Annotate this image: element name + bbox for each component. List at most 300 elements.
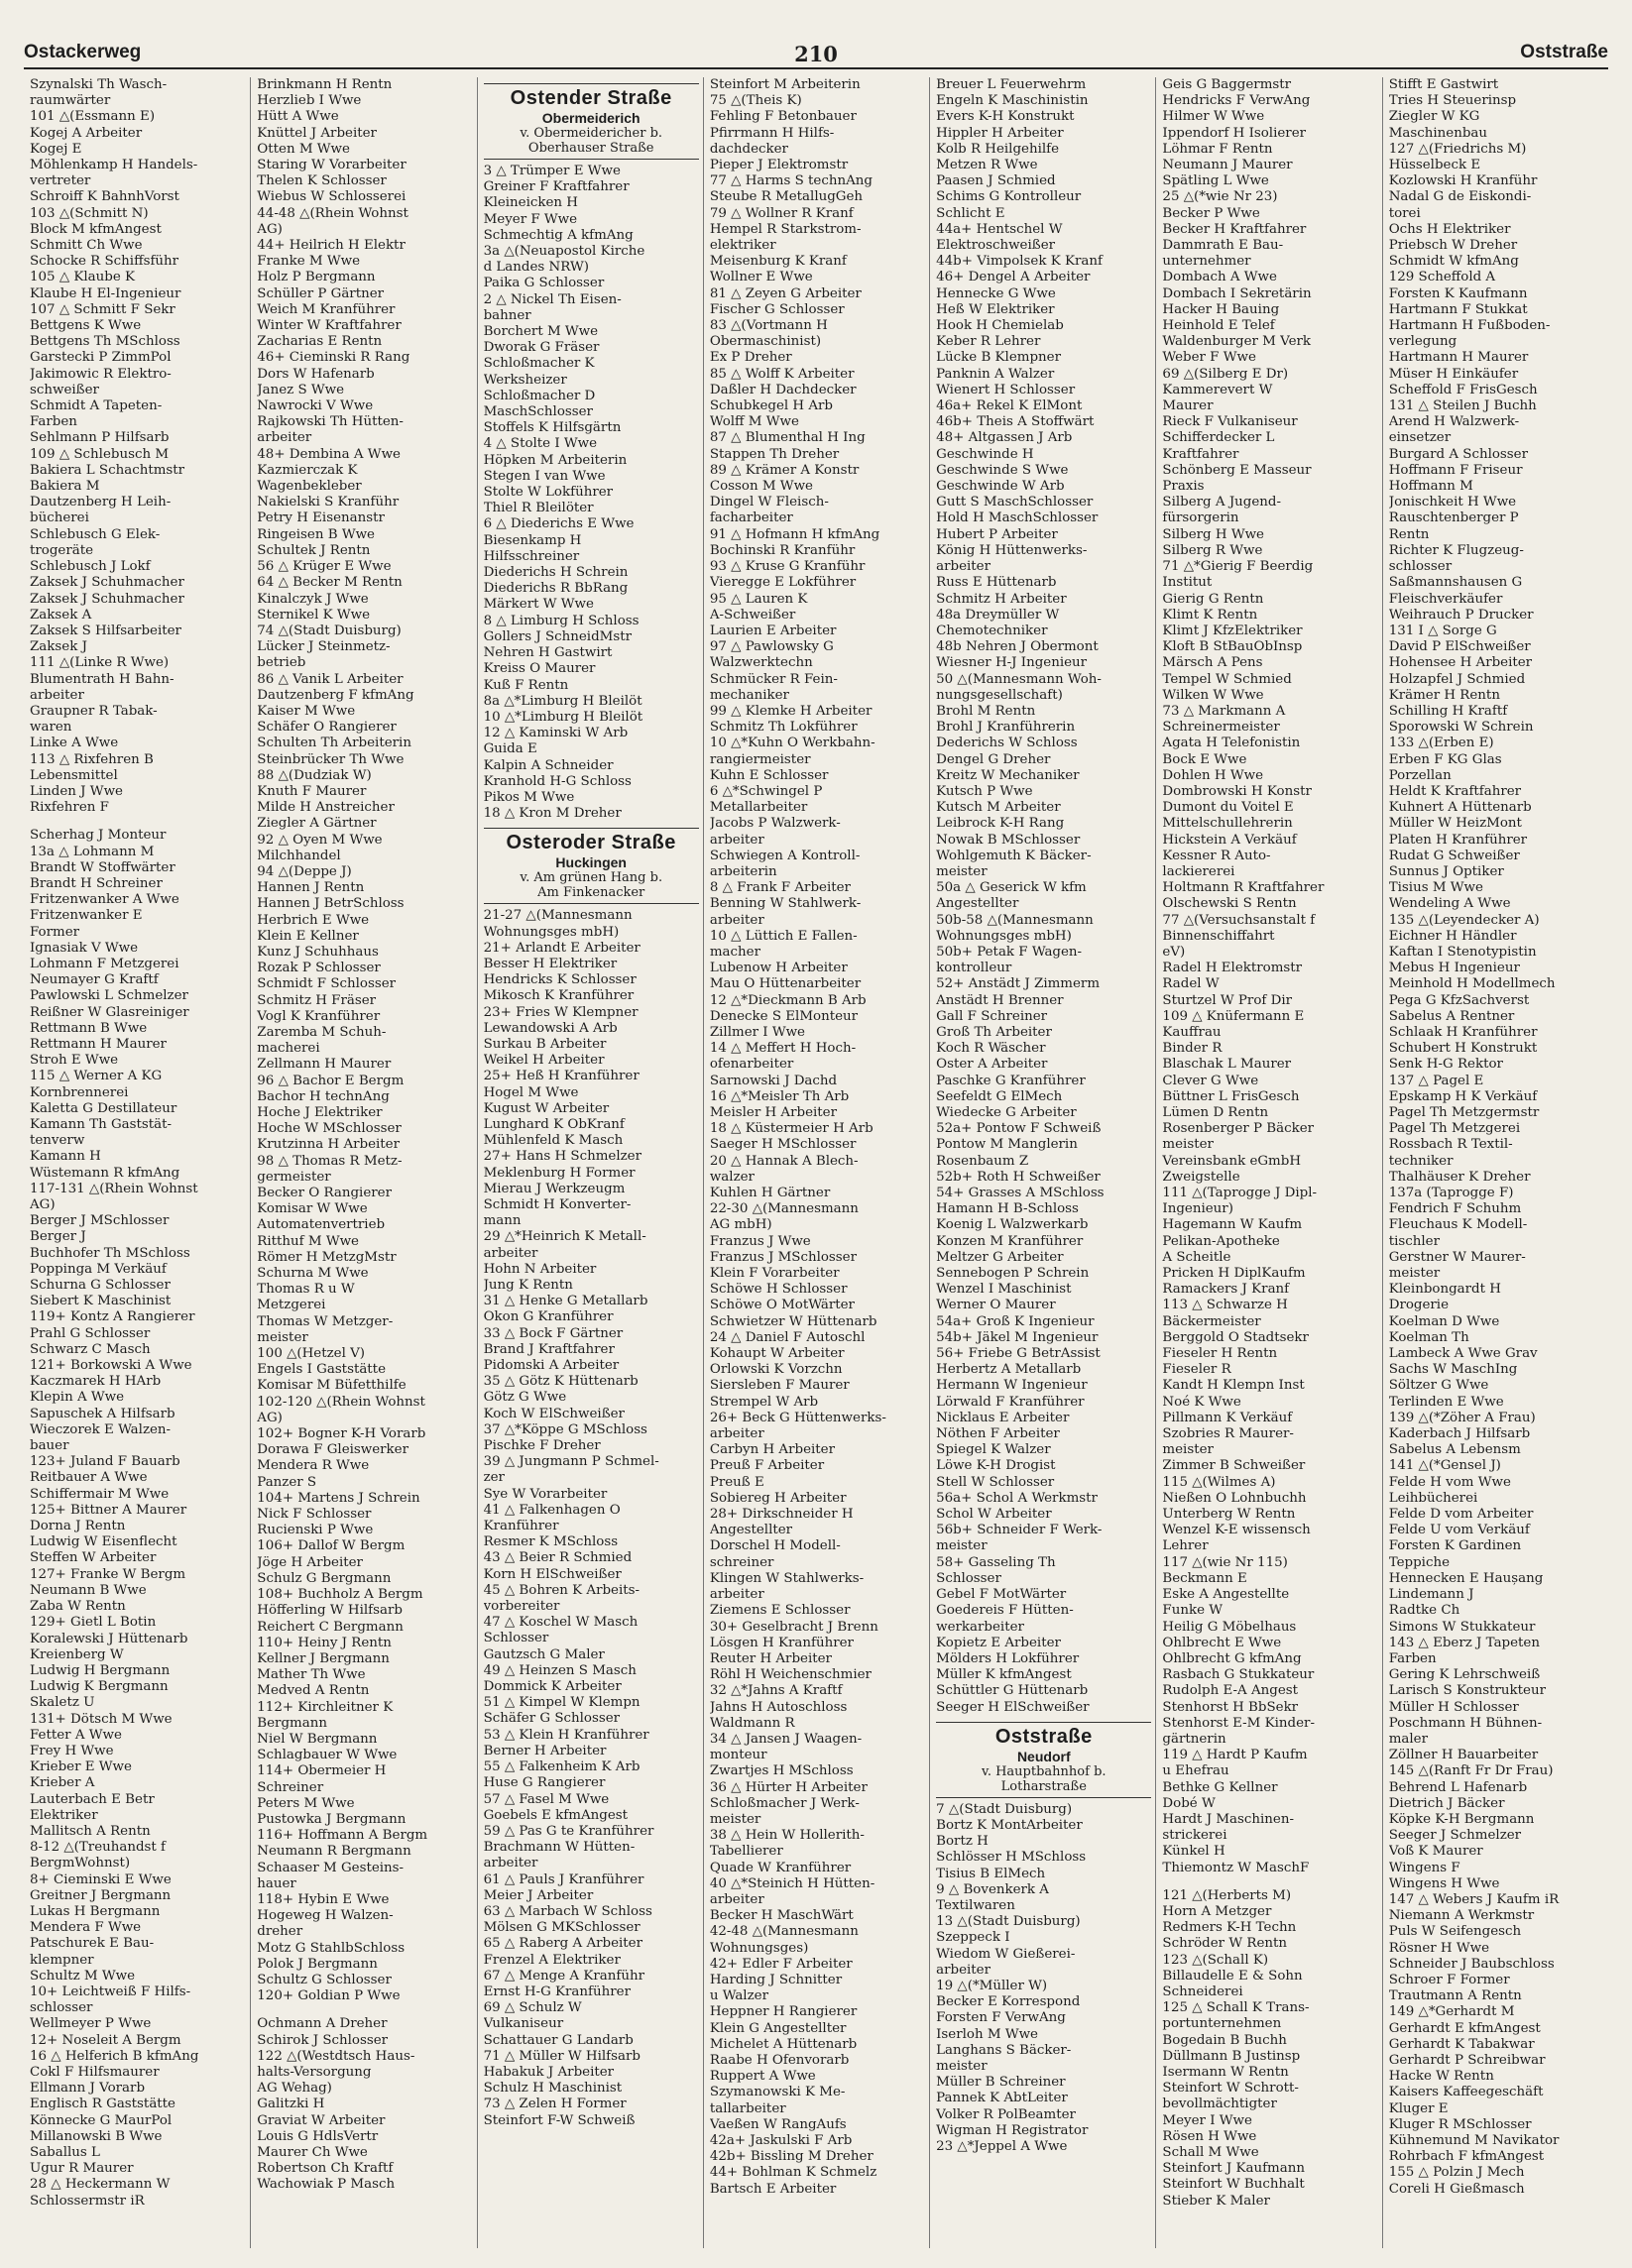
directory-entry: 77 △(Versuchsanstalt f [1162,912,1316,928]
directory-entry: 115 △ Werner A KG [30,1069,163,1084]
directory-entry: 121+ Borkowski A Wwe [30,1358,192,1374]
directory-entry: Milchhandel [257,848,341,863]
directory-entry: 105 △ Klaube K [30,270,136,285]
directory-entry: Tisius B ElMech [936,1866,1046,1881]
directory-entry: Schilling H Kraftf [1388,703,1508,719]
directory-entry: Löwe K-H Drogist [936,1458,1056,1474]
directory-entry: AG) [257,1410,283,1425]
directory-columns [24,77,1608,2248]
directory-entry: Priebsch W Dreher [1388,238,1518,254]
directory-entry: Fetter A Wwe [30,1727,122,1743]
directory-entry: Meisler H Arbeiter [709,1105,837,1120]
directory-entry: Daßler H Dachdecker [709,382,857,397]
directory-entry: Seeger J Schmelzer [1388,1828,1522,1844]
directory-entry: Müller W HeizMont [1388,816,1522,832]
directory-entry: Thelen K Schlosser [257,173,387,189]
directory-entry: Trautmann A Rentn [1388,1988,1522,2004]
directory-entry: arbeiter [709,1426,764,1442]
directory-entry: Galitzki H [257,2097,325,2112]
directory-entry: Stell W Schlosser [936,1474,1055,1490]
directory-entry: Weihrauch P Drucker [1388,607,1534,623]
directory-entry: Oster A Arbeiter [936,1057,1048,1073]
directory-entry: 41 △ Falkenhagen O [483,1502,621,1518]
directory-entry: Brohl M Rentn [936,703,1036,719]
directory-entry: Löhmar F Rentn [1162,141,1273,157]
directory-entry: Leibrock K-H Rang [936,816,1065,832]
directory-entry: Jöge H Arbeiter [257,1554,363,1570]
directory-entry: 83 △(Vortmann H [709,318,828,334]
directory-entry: Köpke K-H Bergmann [1388,1811,1535,1827]
directory-entry: 119 △ Hardt P Kaufm [1162,1748,1308,1763]
directory-entry: Hacker H Bauing [1162,301,1280,317]
directory-entry: Elektriker [30,1807,98,1823]
directory-entry: 10 △ Lüttich E Fallen- [709,928,858,944]
directory-entry: bevollmächtigter [1162,2097,1277,2112]
directory-entry: Graviat W Arbeiter [257,2112,386,2128]
directory-entry: Dombach A Wwe [1162,270,1277,285]
directory-entry: Sachs W MaschIng [1388,1362,1518,1378]
directory-entry: Noé K Wwe [1162,1394,1241,1410]
directory-entry: 8a △*Limburg H Bleilöt [483,693,642,709]
directory-entry: Platen H Kranführer [1388,832,1528,848]
directory-entry: Schultek J Rentn [257,542,371,558]
directory-entry: Praxis [1162,479,1205,495]
directory-entry: Rudolph E-A Angest [1162,1683,1299,1699]
directory-entry: Schlaak H Kranführer [1388,1024,1538,1040]
directory-entry: Schloßmacher K [483,356,595,372]
directory-entry: 51 △ Kimpel W Klempn [483,1695,641,1711]
directory-entry: Dworak G Fräser [483,340,600,356]
directory-entry: Englisch R Gaststätte [30,2097,175,2112]
directory-entry: arbeiter [936,559,991,575]
directory-entry: 135 △(Leyendecker A) [1388,912,1540,928]
directory-entry: Wenzel I Maschinist [936,1282,1072,1298]
directory-entry: Vogl K Kranführer [257,1008,381,1024]
directory-entry: Dautzenberg F kfmAng [257,687,414,703]
page-header [24,42,1608,69]
directory-entry: Bettgens Th MSchloss [30,334,180,350]
directory-entry: Drogerie [1388,1298,1450,1313]
directory-entry: Dobé W [1162,1795,1216,1811]
directory-entry: Sarnowski J Dachd [709,1073,838,1088]
directory-entry: 113 △ Rixfehren B [30,751,154,767]
directory-entry: tenverw [30,1133,85,1149]
directory-entry: AG mbH) [709,1217,772,1233]
directory-entry: Schlosser [936,1570,1001,1586]
directory-entry: Müller H Schlosser [1388,1699,1519,1715]
directory-entry: Jacobs P Walzwerk- [709,816,841,832]
directory-entry: Zöllner H Bauarbeiter [1388,1748,1539,1763]
directory-entry: Meklenburg H Former [483,1165,636,1181]
directory-entry: Gall F Schreiner [936,1008,1048,1024]
directory-entry: portunternehmen [1162,2016,1282,2032]
directory-entry: Rentn [1388,526,1430,542]
directory-entry: Schmidt A Tapeten- [30,398,163,414]
directory-entry: eV) [1162,944,1186,960]
directory-entry: Linden J Wwe [30,783,123,799]
directory-entry: Fehling F Betonbauer [709,109,857,125]
directory-entry: Dorawa F Gleiswerker [257,1442,408,1458]
directory-entry: Kühnemund M Navikator [1388,2133,1560,2148]
directory-entry: 23+ Fries W Klempner [483,1004,639,1020]
directory-entry: Dombrowski H Konstr [1162,783,1312,799]
directory-entry: Rohrbach F kfmAngest [1388,2149,1545,2165]
directory-entry: 100 △(Hetzel V) [257,1346,366,1362]
directory-entry: 64 △ Becker M Rentn [257,575,403,591]
directory-entry: Kamann Th Gaststät- [30,1117,173,1132]
directory-entry: 79 △ Wollner R Kranf [709,205,854,221]
directory-entry: Breuer L Feuerwehrm [936,77,1087,92]
directory-entry: Fieseler H Rentn [1162,1346,1278,1362]
directory-entry: Schol W Arbeiter [936,1507,1052,1523]
directory-entry: Greitner J Bergmann [30,1887,172,1903]
directory-entry: Rosenberger P Bäcker [1162,1121,1315,1137]
directory-entry: Schneiderei [1162,1984,1243,1999]
directory-entry: Cokl F Hilfsmaurer [30,2064,160,2080]
directory-entry: Habakuk J Arbeiter [483,2064,615,2080]
directory-entry: werkarbeiter [936,1619,1024,1635]
directory-entry: Rozak P Schlosser [257,961,381,976]
directory-entry: Wohnungsges) [709,1940,809,1956]
directory-entry: Rossbach R Textil- [1388,1137,1513,1153]
directory-entry: Schultz M Wwe [30,1968,136,1984]
directory-entry: Wendeling A Wwe [1388,896,1511,912]
directory-entry: 29 △*Heinrich K Metall- [483,1229,646,1245]
directory-entry: Sabelus A Lebensm [1388,1442,1521,1458]
directory-entry: Okon G Kranführer [483,1309,614,1325]
directory-entry: 106+ Dallof W Bergm [257,1538,406,1554]
directory-entry: Dohlen H Wwe [1162,767,1264,783]
directory-entry: 63 △ Marbach W Schloss [483,1903,652,1919]
directory-entry: Müller B Schreiner [936,2075,1066,2091]
directory-entry: 137a (Taprogge F) [1388,1186,1514,1201]
directory-entry: Seefeldt G ElMech [936,1088,1063,1104]
directory-entry: Buchhofer Th MSchloss [30,1245,190,1261]
directory-entry: betrieb [257,655,306,671]
directory-entry: Stieber K Maler [1162,2193,1270,2209]
directory-entry: Hilmer W Wwe [1162,109,1265,125]
directory-entry: Gebel F MotWärter [936,1587,1067,1603]
directory-entry: 50b+ Petak F Wagen- [936,944,1083,960]
directory-entry: Gerhardt E kfmAngest [1388,2020,1541,2036]
directory-entry: Klimt K Rentn [1162,607,1258,623]
directory-entry: Müller K kfmAngest [936,1667,1072,1683]
directory-entry: Rösen H Wwe [1162,2128,1257,2144]
directory-entry: Former [30,924,80,940]
directory-entry: arbeiter [483,1245,538,1261]
directory-entry: Pischke F Dreher [483,1438,601,1454]
directory-entry: Sapuschek A Hilfsarb [30,1406,175,1421]
directory-entry: 155 △ Polzin J Mech [1388,2165,1525,2181]
directory-entry: Pontow M Manglerin [936,1137,1078,1153]
directory-entry: meister [936,863,988,879]
directory-entry: 69 △ Schulz W [483,2000,582,2016]
directory-entry: AG) [257,221,283,237]
directory-entry: Dammrath E Bau- [1162,238,1284,254]
directory-entry: Franzus J Wwe [709,1233,811,1249]
directory-entry: 37 △*Köppe G MSchloss [483,1421,647,1437]
directory-entry: Müser H Einkäufer [1388,366,1519,382]
directory-entry: 13a △ Lohmann M [30,844,155,859]
directory-entry: Mikosch K Kranführer [483,988,635,1004]
directory-entry: Petry H Eisenanstr [257,510,385,526]
directory-entry: vertreter [30,173,91,189]
directory-entry: Vaeßen W RangAufs [709,2116,847,2132]
directory-entry: Panzer S [257,1474,317,1490]
directory-entry: 19 △(*Müller W) [936,1978,1048,1993]
directory-entry: 12+ Noseleit A Bergm [30,2032,181,2048]
directory-entry: Besser H Elektriker [483,956,618,971]
directory-entry: macherei [257,1041,320,1057]
directory-entry: Hendricks F VerwAng [1162,93,1311,109]
directory-entry: Schubert H Konstrukt [1388,1041,1538,1057]
directory-entry: 2 △ Nickel Th Eisen- [483,291,622,307]
directory-entry: Szeppeck I [936,1930,1010,1946]
directory-entry: Sobiereg H Arbeiter [709,1490,847,1506]
directory-entry: Radel H Elektromstr [1162,961,1303,976]
directory-entry: Waldenburger M Verk [1162,334,1312,350]
directory-entry: Neumann R Bergmann [257,1844,411,1860]
directory-entry: Kuhlen H Gärtner [709,1186,831,1201]
directory-entry: Rucienski P Wwe [257,1523,374,1538]
directory-entry: Pustowka J Bergmann [257,1811,407,1827]
directory-entry: Reißner W Glasreiniger [30,1004,189,1020]
directory-entry: Schocke R Schiffsführ [30,254,179,270]
directory-entry: Ippendorf H Isolierer [1162,125,1307,141]
directory-entry: Schmitz Th Lokführer [709,720,858,736]
directory-entry: Meyer F Wwe [483,211,578,227]
directory-entry: Berger J MSchlosser [30,1213,170,1229]
directory-entry: Felde D vom Arbeiter [1388,1507,1534,1523]
directory-entry: Ziegler W KG [1388,109,1480,125]
directory-entry: 102-120 △(Rhein Wohnst [257,1394,425,1410]
directory-entry: bauer [30,1438,69,1454]
directory-entry: Mallitsch A Rentn [30,1823,151,1839]
directory-entry: Mau O Hüttenarbeiter [709,976,862,992]
directory-entry: 48b Nehren J Obermont [936,639,1099,655]
directory-entry: Niel W Bergmann [257,1731,378,1747]
directory-entry: 129 Scheffold A [1388,270,1496,285]
directory-entry: 112+ Kirchleitner K [257,1699,394,1715]
directory-entry: 119+ Kontz A Rangierer [30,1309,195,1325]
directory-entry: Lohmann F Metzgerei [30,956,179,971]
directory-entry: Wohnungsges mbH) [936,928,1072,944]
directory-entry: Neumann J Maurer [1162,158,1293,173]
directory-entry: 54a+ Groß K Ingenieur [936,1313,1095,1329]
directory-entry: Ritthuf M Wwe [257,1233,359,1249]
directory-entry: 54b+ Jäkel M Ingenieur [936,1329,1099,1345]
directory-entry: Kozlowski H Kranführ [1388,173,1538,189]
directory-entry: Gerhardt K Tabakwar [1388,2036,1535,2052]
directory-entry: Szynalski Th Wasch- [30,77,168,92]
directory-entry: Panknin A Walzer [936,366,1055,382]
directory-entry: Nöthen F Arbeiter [936,1426,1060,1442]
directory-entry: Bochinski R Kranführ [709,542,856,558]
directory-entry: Agata H Telefonistin [1162,736,1301,751]
directory-entry: Hagemann W Kaufm [1162,1217,1303,1233]
directory-entry: Schmitt Ch Wwe [30,238,143,254]
directory-entry: Scherhag J Monteur [30,828,167,844]
directory-entry: Olschewski S Rentn [1162,896,1297,912]
directory-entry: Wilken W Wwe [1162,687,1264,703]
directory-entry: einsetzer [1388,430,1452,446]
directory-entry: Becker O Rangierer [257,1186,392,1201]
directory-entry: Heilig G Möbelhaus [1162,1619,1297,1635]
directory-entry: Schulten Th Arbeiterin [257,736,411,751]
directory-entry: Becker H MaschWärt [709,1908,854,1924]
directory-entry: arbeiter [483,1856,538,1871]
directory-entry: Thomas R u W [257,1282,355,1298]
directory-entry: 3a △(Neuapostol Kirche [483,244,645,260]
directory-entry: Staring W Vorarbeiter [257,158,407,173]
directory-entry: Schlebusch J Lokf [30,559,151,575]
directory-entry: elektriker [709,238,776,254]
directory-entry: Heppner H Rangierer [709,2004,858,2020]
directory-entry: Redmers K-H Techn [1162,1920,1297,1936]
directory-entry: Holzapfel J Schmied [1388,671,1526,687]
directory-entry: Diederichs H Schrein [483,565,629,581]
directory-entry: Huse G Rangierer [483,1775,606,1791]
directory-entry: 59 △ Pas G te Kranführer [483,1823,654,1839]
directory-entry: Zaksek J Schuhmacher [30,591,184,607]
directory-column [250,77,476,2248]
directory-entry: Harding J Schnitter [709,1972,843,1987]
directory-entry: 7 △(Stadt Duisburg) [936,1801,1073,1817]
directory-entry: Koralewski J Hüttenarb [30,1631,188,1646]
directory-entry: Rettmann H Maurer [30,1036,167,1052]
directory-entry: 147 △ Webers J Kaufm iR [1388,1891,1560,1907]
directory-entry: 118+ Hybin E Wwe [257,1891,390,1907]
directory-entry: Mölsen G MKSchlosser [483,1920,641,1936]
directory-entry: 12 △*Dieckmann B Arb [709,992,867,1008]
directory-entry: 125+ Bittner A Maurer [30,1502,187,1518]
directory-entry: Ernst H-G Kranführer [483,1984,631,1999]
directory-entry: Hohensee H Arbeiter [1388,655,1533,671]
directory-column [477,77,703,2248]
directory-entry: Schmücker R Fein- [709,671,838,687]
directory-entry: 10 △*Kuhn O Werkbahn- [709,736,875,751]
directory-entry: Ziemens E Schlosser [709,1603,851,1619]
directory-entry: Binder R [1162,1041,1223,1057]
directory-entry: meister [1162,1137,1214,1153]
directory-entry: Klein F Vorarbeiter [709,1266,840,1282]
directory-entry: Frenzel A Elektriker [483,1952,621,1968]
directory-entry: Thiemontz W MaschF [1162,1860,1310,1875]
directory-entry: 137 △ Pagel E [1388,1073,1484,1088]
directory-entry: Dumont du Voitel E [1162,800,1294,816]
directory-column [24,77,250,2248]
directory-entry: Puls W Seifengesch [1388,1924,1522,1940]
directory-entry: 141 △(*Gensel J) [1388,1458,1501,1474]
directory-entry: meister [1388,1266,1441,1282]
directory-entry: Kreiss O Maurer [483,661,596,677]
directory-entry: Lücker J Steinmetz- [257,639,391,655]
directory-entry: Schreiner [257,1779,324,1795]
directory-entry: Thiel R Bleilöter [483,501,594,516]
directory-entry: 145 △(Ranft Fr Dr Frau) [1388,1763,1554,1779]
directory-entry: Schöwe O MotWärter [709,1298,855,1313]
directory-entry: Jonischkeit H Wwe [1388,495,1517,510]
directory-entry: Kranführer [483,1519,559,1534]
directory-entry: Weber F Wwe [1162,350,1256,366]
directory-entry: torei [1388,205,1421,221]
directory-entry: Fischer G Schlosser [709,301,845,317]
directory-entry: facharbeiter [709,510,793,526]
directory-entry: Berger J [30,1229,86,1245]
directory-entry: Felde H vom Wwe [1388,1474,1511,1490]
directory-entry: Konzen M Kranführer [936,1233,1084,1249]
directory-entry: Siersleben F Maurer [709,1378,850,1394]
directory-entry: Wagenbekleber [257,479,362,495]
directory-entry: trogeräte [30,542,94,558]
directory-entry: 104+ Martens J Schrein [257,1490,420,1506]
directory-entry: Patschurek E Bau- [30,1936,155,1952]
directory-entry: monteur [709,1748,767,1763]
directory-entry: Wellmeyer P Wwe [30,2016,152,2032]
directory-entry: Weikel H Arbeiter [483,1053,605,1069]
directory-entry: Arend H Walzwerk- [1388,414,1520,430]
directory-entry: Koch R Wäscher [936,1041,1046,1057]
directory-entry: Bettgens K Wwe [30,318,142,334]
directory-entry: 120+ Goldian P Wwe [257,1988,401,2004]
directory-entry: Steffen W Arbeiter [30,1550,157,1566]
directory-entry: Beckmann E [1162,1570,1247,1586]
directory-entry: Stoffels K Hilfsgärtn [483,420,622,436]
directory-entry: Hempel R Starkstrom- [709,221,862,237]
directory-entry: Surkau B Arbeiter [483,1036,607,1052]
directory-entry: Pfirrmann H Hilfs- [709,125,835,141]
directory-entry: Dederichs W Schloss [936,736,1078,751]
directory-entry: 149 △*Gerhardt M [1388,2004,1515,2020]
directory-entry: Schäfer G Schlosser [483,1711,621,1727]
directory-entry: 50 △(Mannesmann Woh- [936,671,1102,687]
directory-entry: Fieseler R [1162,1362,1231,1378]
directory-entry: Forsten F VerwAng [936,2010,1066,2026]
directory-entry: 47 △ Koschel W Masch [483,1615,639,1631]
directory-entry: 74 △(Stadt Duisburg) [257,623,402,638]
directory-entry: meister [936,2058,988,2074]
directory-entry: 40 △*Steinich H Hütten- [709,1875,875,1891]
directory-entry: Büttner L FrisGesch [1162,1088,1300,1104]
directory-entry: 139 △(*Zöher A Frau) [1388,1410,1536,1425]
directory-entry: Schulz G Bergmann [257,1570,392,1586]
directory-entry: Schall M Wwe [1162,2145,1259,2160]
directory-entry: Graupner R Tabak- [30,703,158,719]
directory-entry: Lösgen H Kranführer [709,1635,854,1650]
directory-entry: 48+ Altgassen J Arb [936,430,1073,446]
directory-entry: Tabellierer [709,1844,783,1860]
directory-entry: Mittelschullehrerin [1162,816,1293,832]
directory-entry: kontrolleur [936,961,1012,976]
directory-entry: schweißer [30,382,99,397]
directory-entry: arbeiter [709,832,764,848]
directory-entry: Milde H Anstreicher [257,800,395,816]
directory-entry: Meier J Arbeiter [483,1887,594,1903]
directory-entry: 95 △ Lauren K [709,591,808,607]
directory-entry: verlegung [1388,334,1457,350]
directory-entry: Brachmann W Hütten- [483,1840,636,1856]
directory-entry: Anstädt H Brenner [936,992,1064,1008]
directory-entry: Komisar W Wwe [257,1201,368,1217]
directory-entry: Dorschel H Modell- [709,1538,841,1554]
directory-entry: 8-12 △(Treuhandst f [30,1840,167,1856]
directory-entry: Lewandowski A Arb [483,1020,618,1036]
directory-entry: 103 △(Schmitt N) [30,205,149,221]
directory-entry: Otten M Wwe [257,141,350,157]
directory-entry: Kessner R Auto- [1162,848,1271,863]
directory-entry: Brohl J Kranführerin [936,720,1076,736]
directory-entry: Schüller P Gärtner [257,285,385,301]
